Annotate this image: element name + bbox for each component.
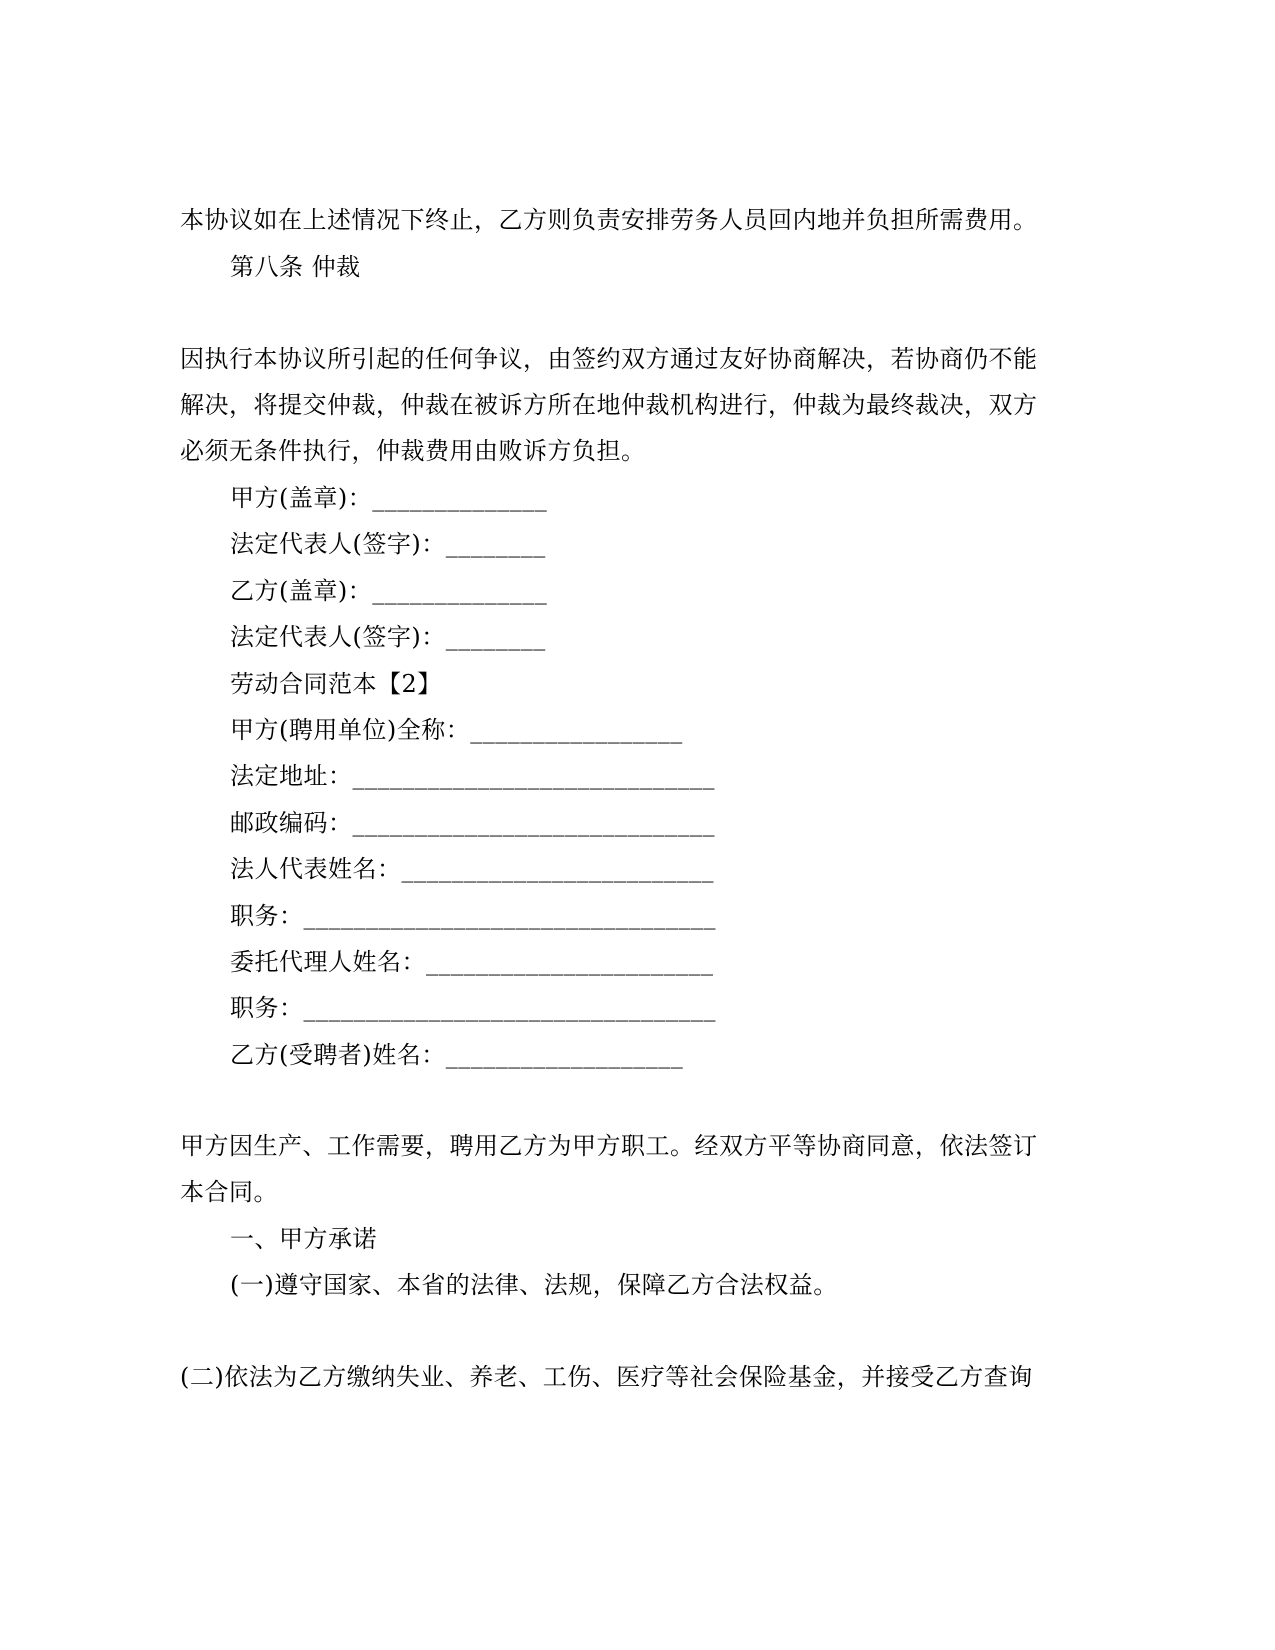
form-field: 委托代理人姓名：_______________________ <box>230 948 714 976</box>
form-field: 甲方(聘用单位)全称：_________________ <box>230 716 683 744</box>
paragraph-line: 本协议如在上述情况下终止，乙方则负责安排劳务人员回内地并负担所需费用。 <box>180 206 1038 234</box>
clause-item: (二)依法为乙方缴纳失业、养老、工伤、医疗等社会保险基金，并接受乙方查询 <box>180 1363 1033 1391</box>
article-heading: 第八条 仲裁 <box>230 253 361 281</box>
section-title: 劳动合同范本【2】 <box>230 670 442 698</box>
form-field: 邮政编码：_____________________________ <box>230 809 715 837</box>
form-field: 法人代表姓名：_________________________ <box>230 855 714 883</box>
paragraph-line: 因执行本协议所引起的任何争议，由签约双方通过友好协商解决，若协商仍不能 <box>180 345 1038 373</box>
form-field: 法定地址：_____________________________ <box>230 762 715 790</box>
form-field: 乙方(受聘者)姓名：___________________ <box>230 1041 684 1069</box>
clause-item: (一)遵守国家、本省的法律、法规，保障乙方合法权益。 <box>230 1271 838 1299</box>
signature-field: 法定代表人(签字)：________ <box>230 623 546 651</box>
signature-field: 甲方(盖章)：______________ <box>230 484 548 512</box>
paragraph-line: 必须无条件执行，仲裁费用由败诉方负担。 <box>180 437 646 465</box>
clause-heading: 一、甲方承诺 <box>230 1225 377 1253</box>
form-field: 职务：_________________________________ <box>230 994 716 1022</box>
signature-field: 法定代表人(签字)：________ <box>230 530 546 558</box>
form-field: 职务：_________________________________ <box>230 902 716 930</box>
paragraph-line: 本合同。 <box>180 1178 278 1206</box>
signature-field: 乙方(盖章)：______________ <box>230 577 548 605</box>
paragraph-line: 解决，将提交仲裁，仲裁在被诉方所在地仲裁机构进行，仲裁为最终裁决，双方 <box>180 391 1038 419</box>
paragraph-line: 甲方因生产、工作需要，聘用乙方为甲方职工。经双方平等协商同意，依法签订 <box>180 1132 1038 1160</box>
